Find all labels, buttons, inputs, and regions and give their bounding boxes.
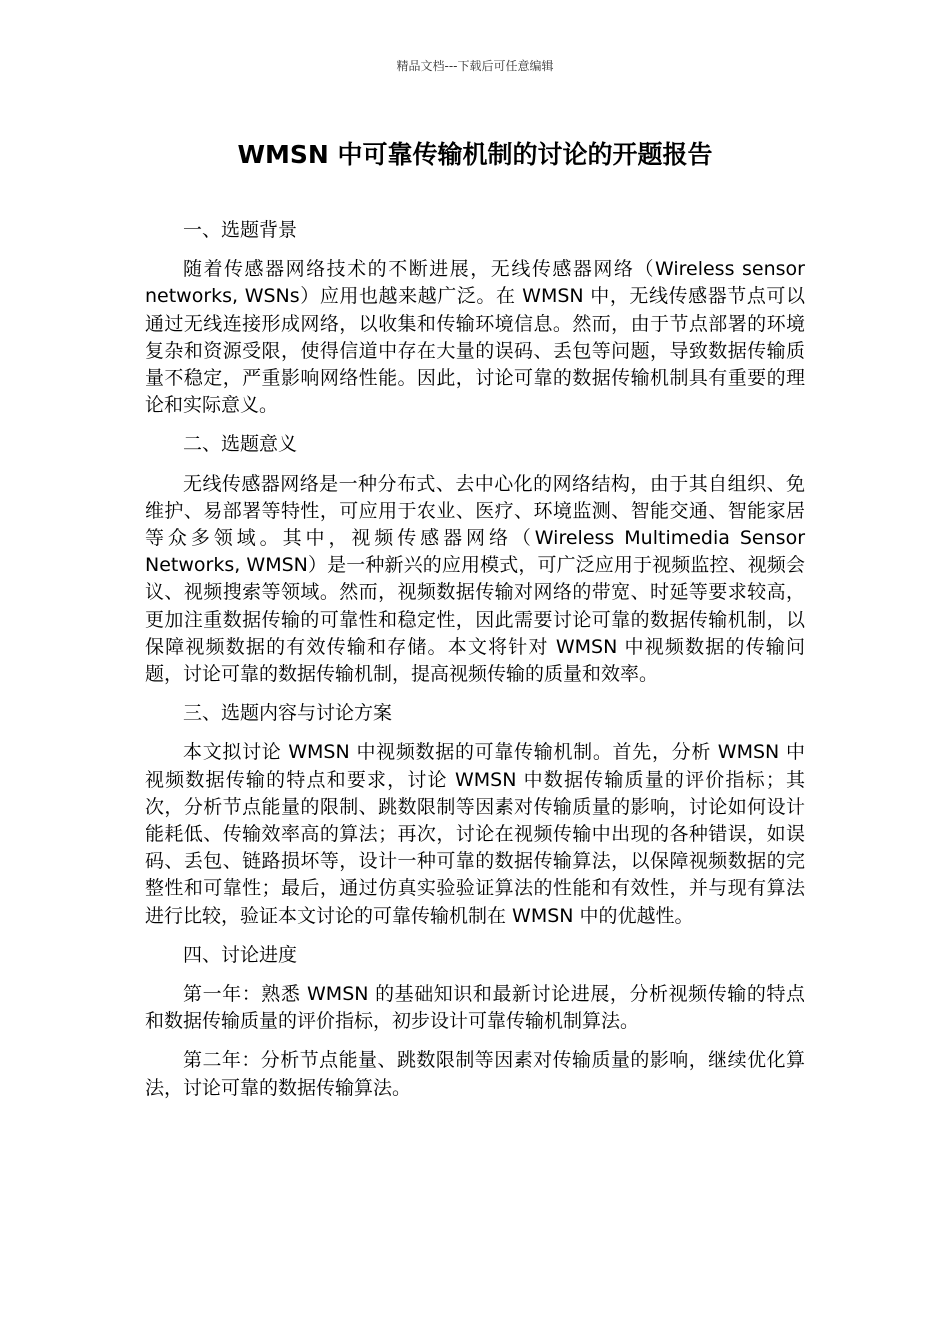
paragraph-progress-year-two: 第二年：分析节点能量、跳数限制等因素对传输质量的影响，继续优化算法，讨论可靠的数据传输算法。 [145,1049,805,1099]
document-body [145,217,805,1114]
document-title: WMSN 中可靠传输机制的讨论的开题报告 [237,140,713,169]
section-heading-content-plan: 三、选题内容与讨论方案 [183,702,393,725]
section-heading-significance: 二、选题意义 [183,433,298,456]
paragraph-content-plan: 本文拟讨论 WMSN 中视频数据的可靠传输机制。首先，分析 WMSN 中视频数据传输的特点和要求，讨论 WMSN 中数据传输质量的评价指标；其次，分析节点能量的限制、跳数限制等因素对传输质量的影响，讨论如何设计能耗低、传输效率高的算法；再次，讨论在视频传输中出现的各种错误，如误码、丢包、链路损坏等，设计一种可靠的数据传输算法，以保障视频数据的完整性和可靠性；最后，通过仿真实验验证算法的性能和有效性，并与现有算法进行比较，验证本文讨论的可靠传输机制在 WMSN 中的优越性。 [145,741,805,927]
section-heading-background: 一、选题背景 [183,219,298,241]
paragraph-significance: 无线传感器网络是一种分布式、去中心化的网络结构，由于其自组织、免维护、易部署等特性，可应用于农业、医疗、环境监测、智能交通、智能家居等众多领域。其中，视频传感器网络（Wireless Multimedia Sensor Networks, WMSN）是一种新兴的应用模式，可广泛应用于视频监控、视频会议、视频搜索等领域。然而，视频数据传输对网络的带宽、时延等要求较高，更加注重数据传输的可靠性和稳定性，因此需要讨论可靠的数据传输机制，以保障视频数据的有效传输和存储。本文将针对 WMSN 中视频数据的传输问题，讨论可靠的数据传输机制，提高视频传输的质量和效率。 [145,472,805,686]
section-heading-progress: 四、讨论进度 [183,943,298,966]
header-note: 精品文档---下载后可任意编辑 [396,59,554,73]
paragraph-background: 随着传感器网络技术的不断进展，无线传感器网络（Wireless sensor networks, WSNs）应用也越来越广泛。在 WMSN 中，无线传感器节点可以通过无线连接形成网络，以收集和传输环境信息。然而，由于节点部署的环境复杂和资源受限，使得信道中存在大量的误码、丢包等问题，导致数据传输质量不稳定，严重影响网络性能。因此，讨论可靠的数据传输机制具有重要的理论和实际意义。 [145,258,805,417]
paragraph-progress-year-one: 第一年：熟悉 WMSN 的基础知识和最新讨论进展，分析视频传输的特点和数据传输质量的评价指标，初步设计可靠传输机制算法。 [145,983,805,1033]
